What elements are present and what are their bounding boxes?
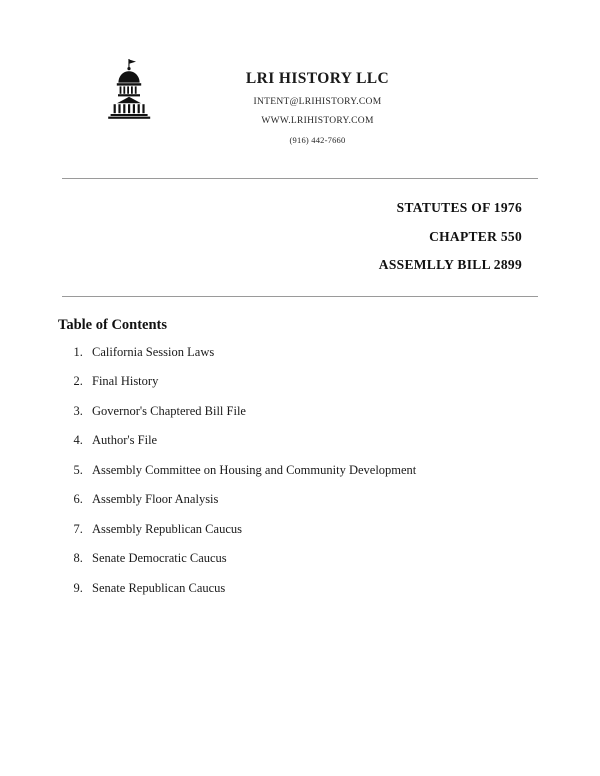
organization-website: WWW.LRIHISTORY.COM xyxy=(261,116,374,126)
statutes-year: STATUTES OF 1976 xyxy=(396,200,522,215)
list-item[interactable]: 4. Author's File xyxy=(86,434,538,447)
organization-email: INTENT@LRIHISTORY.COM xyxy=(253,97,382,107)
capitol-dome-icon xyxy=(101,58,159,120)
organization-info xyxy=(165,58,600,145)
list-item[interactable]: 2. Final History xyxy=(86,375,538,388)
organization-name: LRI HISTORY LLC xyxy=(245,70,390,87)
list-item[interactable]: 5. Assembly Committee on Housing and Community Development xyxy=(86,464,538,477)
title-block xyxy=(0,179,600,272)
list-item[interactable]: 7. Assembly Republican Caucus xyxy=(86,523,538,536)
organization-phone: (916) 442-7660 xyxy=(289,135,346,145)
list-item[interactable]: 6. Assembly Floor Analysis xyxy=(86,493,538,506)
list-item[interactable]: 8. Senate Democratic Caucus xyxy=(86,552,538,565)
letterhead xyxy=(0,0,600,145)
list-item[interactable]: 3. Governor's Chaptered Bill File xyxy=(86,405,538,418)
bill-number: ASSEMLLY BILL 2899 xyxy=(378,257,522,272)
table-of-contents xyxy=(0,297,600,595)
list-item[interactable]: 9. Senate Republican Caucus xyxy=(86,582,538,595)
list-item[interactable]: 1. California Session Laws xyxy=(86,346,538,359)
logo-container xyxy=(0,58,165,120)
chapter-number: CHAPTER 550 xyxy=(429,228,522,244)
toc-list xyxy=(58,346,538,595)
toc-heading: Table of Contents xyxy=(58,316,168,333)
